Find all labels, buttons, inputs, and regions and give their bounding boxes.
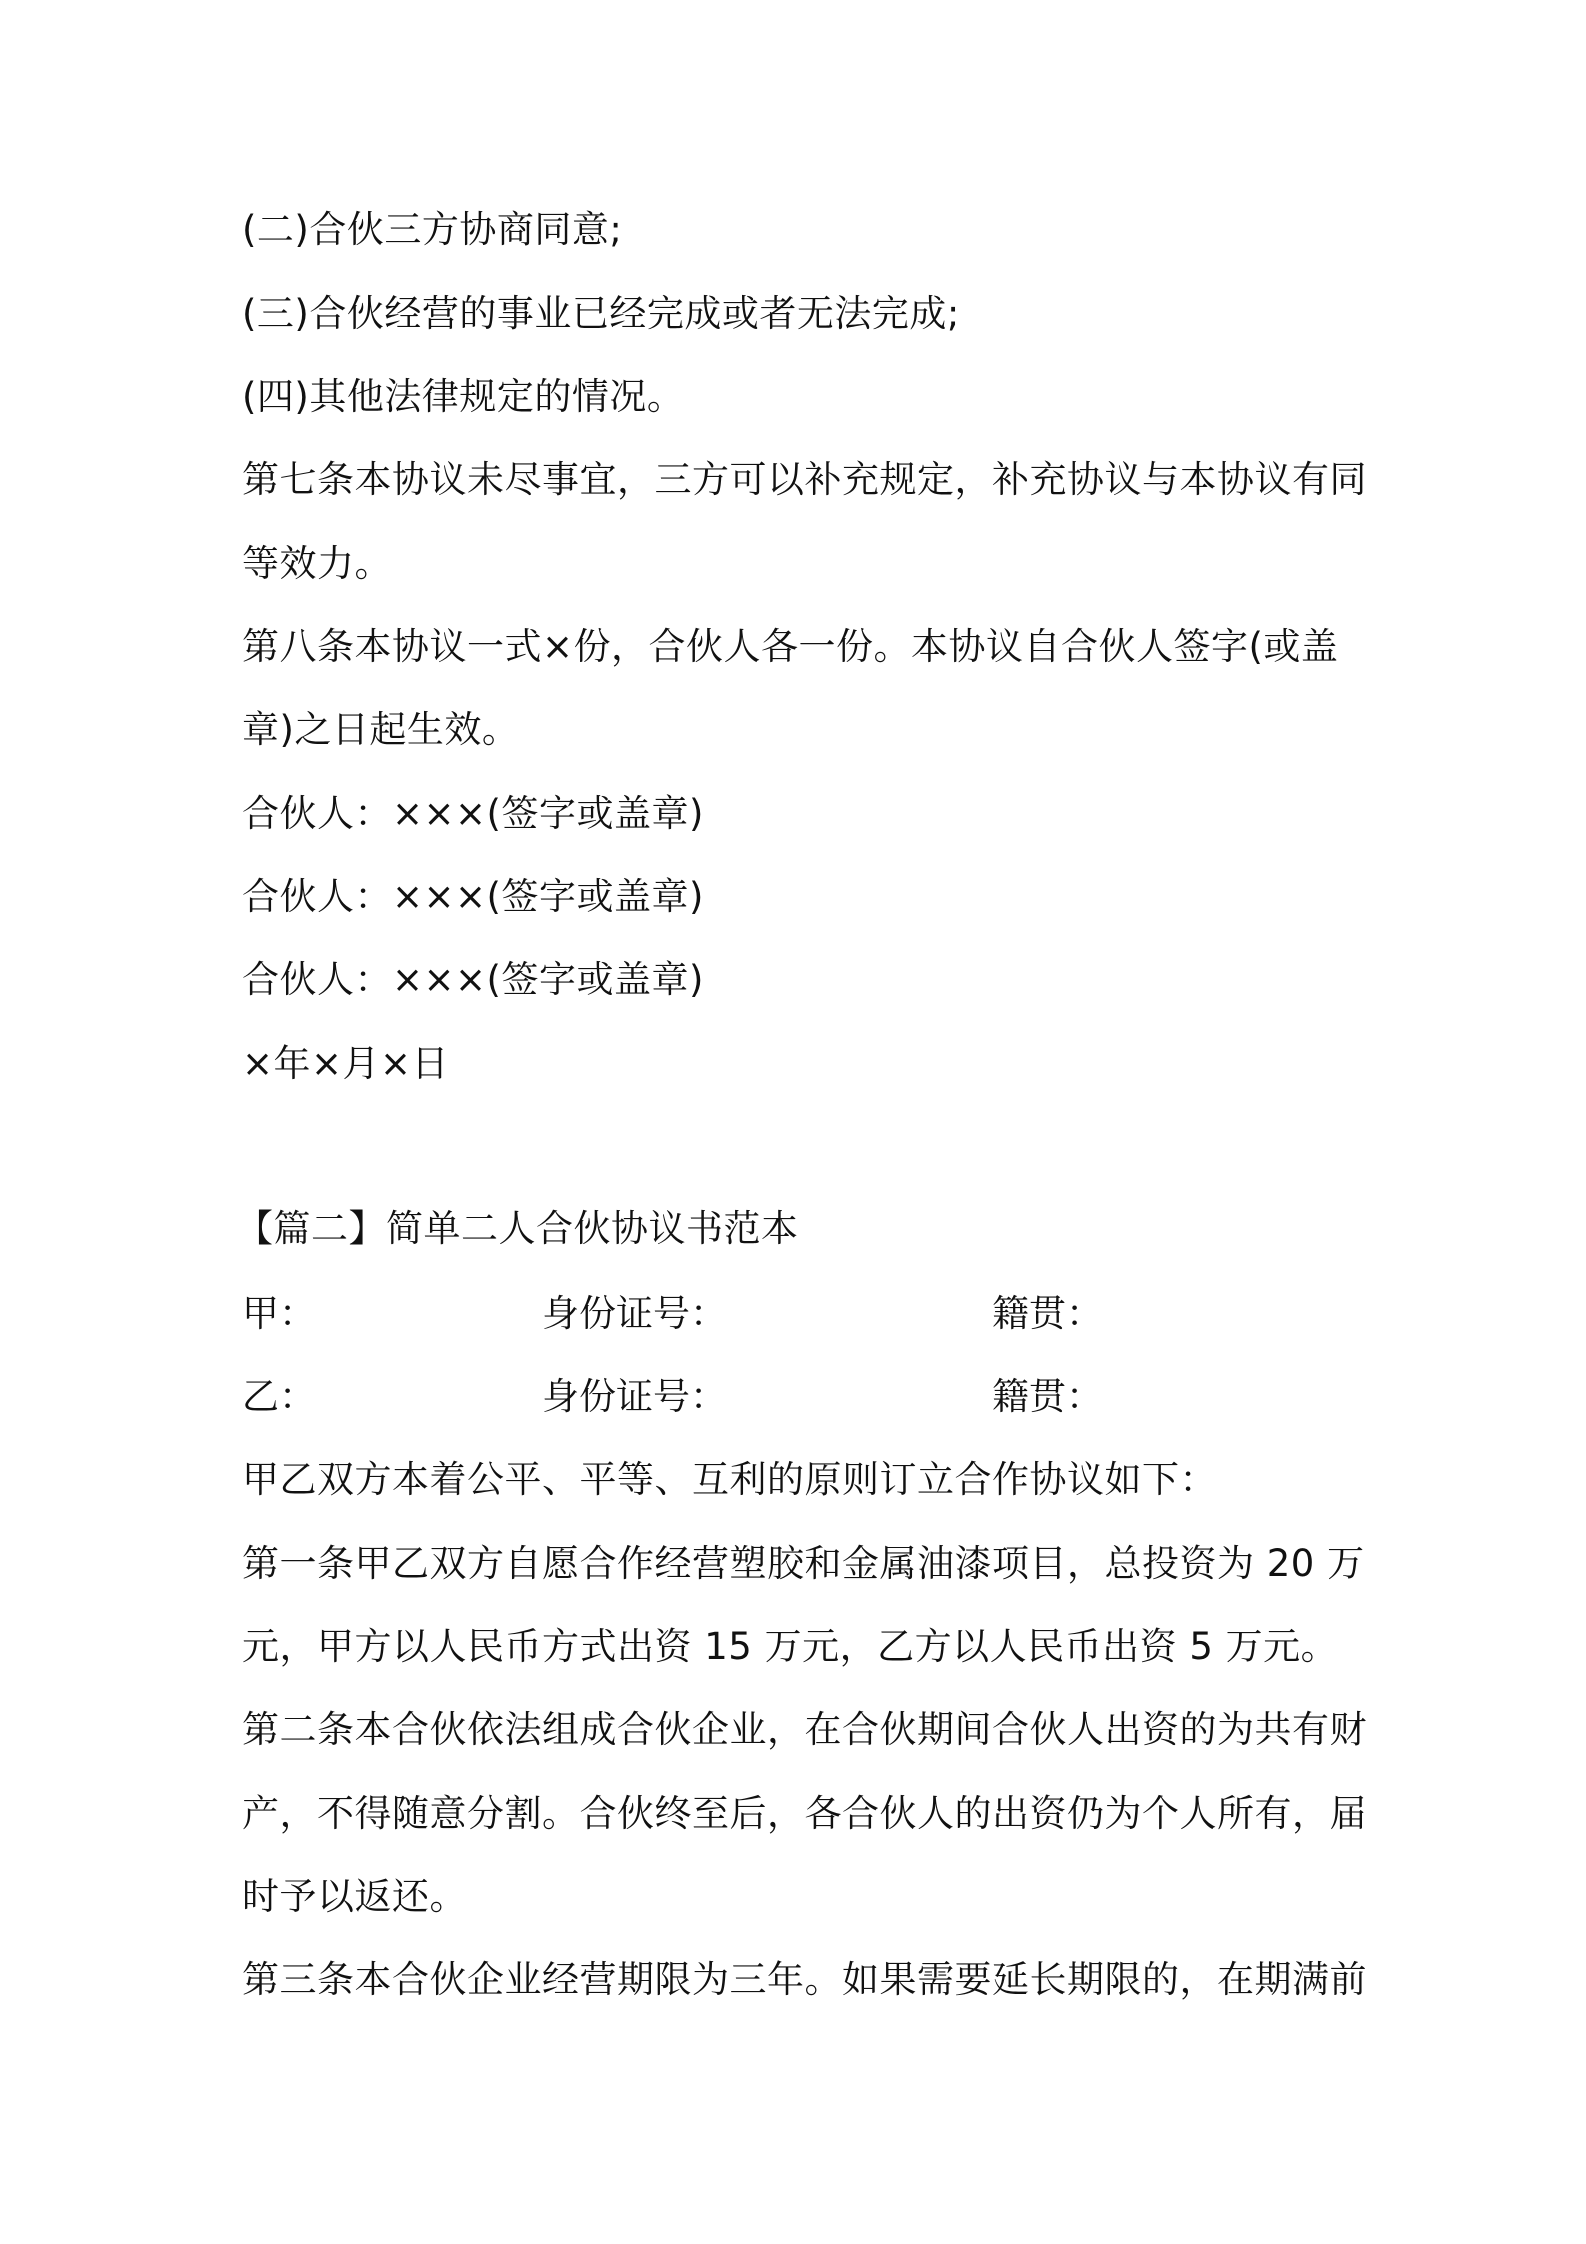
signature-line: 合伙人：×××(签字或盖章) [242,875,704,918]
text-line: 甲乙双方本着公平、平等、互利的原则订立合作协议如下： [242,1458,1217,1501]
signature-line: 合伙人：×××(签字或盖章) [242,792,704,835]
text-line: 第七条本协议未尽事宜，三方可以补充规定，补充协议与本协议有同 [242,458,1367,501]
party-b-id-label: 身份证号： [542,1375,727,1418]
date-line: ×年×月×日 [242,1042,450,1085]
party-b-origin-label: 籍贯： [992,1375,1103,1418]
party-a-id-label: 身份证号： [542,1292,727,1335]
party-b-name-label: 乙： [242,1375,316,1418]
text-line: 第三条本合伙企业经营期限为三年。如果需要延长期限的，在期满前 [242,1958,1367,2001]
party-a-origin-label: 籍贯： [992,1292,1103,1335]
text-line: 产，不得随意分割。合伙终至后，各合伙人的出资仍为个人所有，届 [242,1792,1367,1835]
text-line: 时予以返还。 [242,1875,467,1918]
party-a-name-label: 甲： [242,1292,316,1335]
text-line: 等效力。 [242,542,392,585]
text-line: (二)合伙三方协商同意; [242,208,623,251]
text-line: 章)之日起生效。 [242,708,520,751]
text-line: 元，甲方以人民币方式出资 15 万元，乙方以人民币出资 5 万元。 [242,1625,1339,1668]
signature-line: 合伙人：×××(签字或盖章) [242,958,704,1001]
text-line: (三)合伙经营的事业已经完成或者无法完成; [242,292,960,335]
text-line: 第八条本协议一式×份，合伙人各一份。本协议自合伙人签字(或盖 [242,625,1339,668]
text-line: (四)其他法律规定的情况。 [242,375,685,418]
section-title: 【篇二】简单二人合伙协议书范本 [236,1207,799,1250]
text-line: 第一条甲乙双方自愿合作经营塑胶和金属油漆项目，总投资为 20 万 [242,1542,1365,1585]
text-line: 第二条本合伙依法组成合伙企业，在合伙期间合伙人出资的为共有财 [242,1708,1367,1751]
